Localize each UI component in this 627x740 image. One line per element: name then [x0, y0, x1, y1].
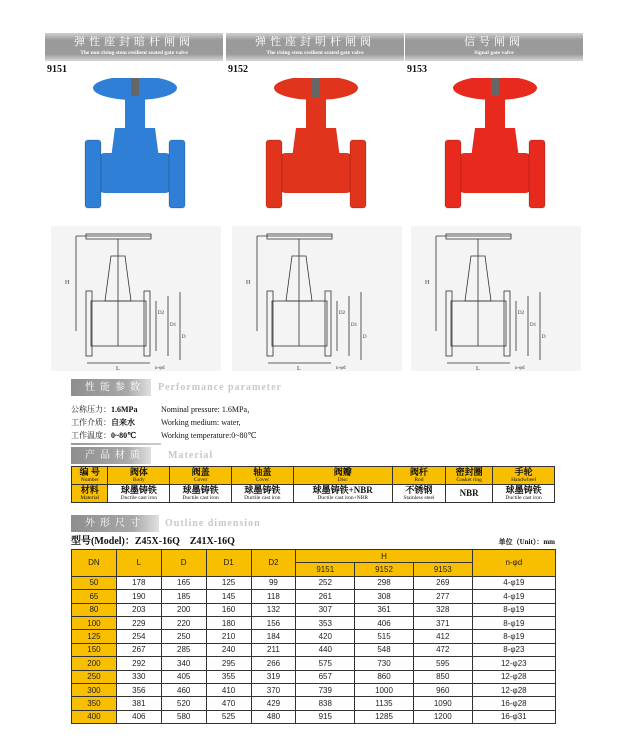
table-cell: 125: [206, 576, 251, 589]
table-cell: 8-φ23: [472, 643, 555, 656]
material-cell: 球墨铸铁+NBR Ductile cast iron+NBR: [293, 485, 392, 503]
table-cell: 254: [116, 630, 161, 643]
dimension-table: [71, 549, 556, 724]
table-cell: 371: [413, 616, 472, 629]
table-row: [72, 603, 556, 616]
table-cell: 406: [355, 616, 414, 629]
table-row: [72, 670, 556, 683]
table-cell: 250: [161, 630, 206, 643]
valve-photo: [45, 78, 223, 226]
perf-en: Working temperature:0~80℃: [161, 431, 257, 440]
table-cell: 412: [413, 630, 472, 643]
table-cell: 548: [355, 643, 414, 656]
table-cell: 261: [296, 590, 355, 603]
table-cell: 298: [355, 576, 414, 589]
table-cell: 1090: [413, 697, 472, 710]
table-cell: 353: [296, 616, 355, 629]
table-cell: 356: [116, 683, 161, 696]
col-nd: n-φd: [472, 550, 555, 577]
perf-label-cn: 工作介质：: [71, 418, 111, 427]
label-l: L: [476, 366, 480, 371]
product-banner: [405, 33, 583, 61]
table-cell: 525: [206, 710, 251, 723]
table-cell: 308: [355, 590, 414, 603]
table-cell: 480: [251, 710, 296, 723]
perf-value-cn: 0~80℃: [111, 431, 137, 440]
product-code: 9153: [407, 64, 430, 75]
table-cell: 292: [116, 657, 161, 670]
material-header-cell: 手轮 Handwheel: [493, 467, 555, 485]
dimension-section-header: 外形尺寸: [71, 515, 159, 532]
table-cell: 285: [161, 643, 206, 656]
product-title-cn: 弹性座封明杆闸阀: [255, 35, 375, 48]
table-cell: 915: [296, 710, 355, 723]
table-cell: 12-φ28: [472, 670, 555, 683]
table-cell: 575: [296, 657, 355, 670]
table-cell: 440: [296, 643, 355, 656]
material-header-cell: 阀体 Body: [108, 467, 170, 485]
table-cell: 319: [251, 670, 296, 683]
material-table: [71, 466, 555, 503]
material-row: [72, 485, 555, 503]
col-d2: D2: [251, 550, 296, 577]
material-cell: 球墨铸铁 Ductile cast iron: [231, 485, 293, 503]
table-cell: 400: [72, 710, 117, 723]
table-cell: 156: [251, 616, 296, 629]
product-code: 9151: [47, 64, 70, 75]
table-cell: 220: [161, 616, 206, 629]
table-cell: 460: [161, 683, 206, 696]
perf-en: Nominal pressure: 1.6MPa，: [161, 405, 255, 414]
table-cell: 80: [72, 603, 117, 616]
label-d: D: [542, 335, 546, 340]
table-cell: 65: [72, 590, 117, 603]
table-cell: 8-φ19: [472, 630, 555, 643]
table-cell: 472: [413, 643, 472, 656]
model-label: 型号(Model)：Z45X-16Q Z41X-16Q: [71, 536, 235, 547]
table-cell: 145: [206, 590, 251, 603]
table-cell: 515: [355, 630, 414, 643]
performance-section-header: 性能参数: [71, 379, 151, 396]
material-cell: 球墨铸铁 Ductile cast iron: [170, 485, 232, 503]
table-cell: 595: [413, 657, 472, 670]
divider: [71, 443, 161, 445]
material-header-cell: 阀盖 Cover: [170, 467, 232, 485]
col-h-9153: 9153: [413, 563, 472, 576]
product-banner: [45, 33, 223, 61]
material-header-cell: 密封圈 Gasket ring: [446, 467, 493, 485]
material-cell: 材料 Material: [72, 485, 108, 503]
product-title-cn: 弹性座封暗杆闸阀: [74, 35, 194, 48]
table-cell: 739: [296, 683, 355, 696]
table-row: [72, 616, 556, 629]
label-d: D: [182, 335, 186, 340]
table-row: [72, 697, 556, 710]
table-cell: 8-φ19: [472, 616, 555, 629]
table-cell: 240: [206, 643, 251, 656]
table-cell: 370: [251, 683, 296, 696]
label-d2: D2: [158, 311, 165, 316]
material-section-header: 产品材质: [71, 447, 151, 464]
table-cell: 267: [116, 643, 161, 656]
table-row: [72, 630, 556, 643]
label-h: H: [246, 280, 251, 286]
table-cell: 361: [355, 603, 414, 616]
label-l: L: [116, 366, 120, 371]
material-header-cell: 轴盖 Cover: [231, 467, 293, 485]
col-h-9152: 9152: [355, 563, 414, 576]
table-cell: 470: [206, 697, 251, 710]
table-cell: 277: [413, 590, 472, 603]
table-cell: 132: [251, 603, 296, 616]
label-d1: D1: [351, 323, 358, 328]
table-cell: 118: [251, 590, 296, 603]
table-cell: 330: [116, 670, 161, 683]
table-cell: 165: [161, 576, 206, 589]
material-cell: NBR: [446, 485, 493, 503]
table-cell: 200: [72, 657, 117, 670]
table-cell: 16-φ31: [472, 710, 555, 723]
col-h-9151: 9151: [296, 563, 355, 576]
table-cell: 229: [116, 616, 161, 629]
material-header-cell: 阀瓣 Disc: [293, 467, 392, 485]
col-l: L: [116, 550, 161, 577]
valve-drawing: [411, 226, 581, 371]
table-cell: 328: [413, 603, 472, 616]
label-l: L: [297, 366, 301, 371]
performance-row: [71, 403, 257, 416]
label-d2: D2: [518, 311, 525, 316]
table-cell: 580: [161, 710, 206, 723]
table-cell: 266: [251, 657, 296, 670]
product-title-en: The non rising stem resilient seated gate valve: [80, 50, 188, 56]
product-title-en: The rising stem resilient seated gate valve: [266, 50, 364, 56]
label-nd: n-φd: [515, 366, 525, 371]
table-cell: 12-φ28: [472, 683, 555, 696]
table-cell: 185: [161, 590, 206, 603]
col-dn: DN: [72, 550, 117, 577]
label-d1: D1: [170, 323, 177, 328]
table-cell: 340: [161, 657, 206, 670]
label-h: H: [65, 280, 70, 286]
perf-value-cn: 1.6MPa: [111, 405, 138, 414]
table-cell: 860: [355, 670, 414, 683]
table-cell: 295: [206, 657, 251, 670]
table-cell: 252: [296, 576, 355, 589]
table-row: [72, 683, 556, 696]
material-cell: 球墨铸铁 Ductile cast iron: [493, 485, 555, 503]
product-code: 9152: [228, 64, 251, 75]
perf-label-cn: 公称压力：: [71, 405, 111, 414]
label-d2: D2: [339, 311, 346, 316]
perf-label-cn: 工作温度：: [71, 431, 111, 440]
table-cell: 125: [72, 630, 117, 643]
table-cell: 838: [296, 697, 355, 710]
table-cell: 178: [116, 576, 161, 589]
material-cell: 球墨铸铁 Ductile cast iron: [108, 485, 170, 503]
label-nd: n-φd: [336, 366, 346, 371]
table-cell: 180: [206, 616, 251, 629]
label-h: H: [425, 280, 430, 286]
table-cell: 16-φ28: [472, 697, 555, 710]
table-cell: 1285: [355, 710, 414, 723]
product-title-cn: 信号闸阀: [464, 35, 524, 48]
table-cell: 210: [206, 630, 251, 643]
performance-row: [71, 429, 257, 442]
col-d: D: [161, 550, 206, 577]
table-cell: 8-φ19: [472, 603, 555, 616]
table-cell: 200: [161, 603, 206, 616]
label-nd: n-φd: [155, 366, 165, 371]
table-cell: 355: [206, 670, 251, 683]
label-d: D: [363, 335, 367, 340]
table-cell: 184: [251, 630, 296, 643]
table-cell: 850: [413, 670, 472, 683]
table-row: [72, 576, 556, 589]
table-cell: 730: [355, 657, 414, 670]
table-cell: 150: [72, 643, 117, 656]
table-cell: 50: [72, 576, 117, 589]
performance-section-title-en: Performance parameter: [158, 382, 282, 393]
table-cell: 1200: [413, 710, 472, 723]
table-cell: 406: [116, 710, 161, 723]
valve-photo: [405, 78, 583, 226]
table-cell: 657: [296, 670, 355, 683]
table-cell: 300: [72, 683, 117, 696]
product-banner: [226, 33, 404, 61]
table-cell: 520: [161, 697, 206, 710]
table-row: [72, 643, 556, 656]
valve-photo: [226, 78, 404, 226]
table-row: [72, 710, 556, 723]
table-cell: 269: [413, 576, 472, 589]
table-cell: 250: [72, 670, 117, 683]
table-cell: 4-φ19: [472, 576, 555, 589]
dimension-section-title-en: Outline dimension: [165, 518, 261, 529]
table-cell: 405: [161, 670, 206, 683]
table-cell: 190: [116, 590, 161, 603]
table-cell: 160: [206, 603, 251, 616]
perf-value-cn: 自来水: [111, 418, 135, 427]
table-cell: 99: [251, 576, 296, 589]
table-cell: 12-φ23: [472, 657, 555, 670]
table-cell: 4-φ19: [472, 590, 555, 603]
valve-drawing: [232, 226, 402, 371]
perf-en: Working medium: water,: [161, 418, 241, 427]
material-header-cell: 编 号 Number: [72, 467, 108, 485]
table-cell: 1135: [355, 697, 414, 710]
label-d1: D1: [530, 323, 537, 328]
material-header-cell: 阀杆 Rod: [392, 467, 445, 485]
table-cell: 211: [251, 643, 296, 656]
table-cell: 960: [413, 683, 472, 696]
table-cell: 420: [296, 630, 355, 643]
col-d1: D1: [206, 550, 251, 577]
table-cell: 429: [251, 697, 296, 710]
unit-label: 单位（Unit）：mm: [498, 538, 555, 546]
valve-drawing: [51, 226, 221, 371]
performance-row: [71, 416, 257, 429]
table-row: [72, 590, 556, 603]
col-h: H: [296, 550, 472, 563]
material-cell: 不锈钢 Stainless steel: [392, 485, 445, 503]
table-cell: 203: [116, 603, 161, 616]
table-cell: 100: [72, 616, 117, 629]
table-cell: 381: [116, 697, 161, 710]
product-title-en: Signal gate valve: [474, 50, 514, 56]
table-cell: 410: [206, 683, 251, 696]
performance-list: [71, 403, 257, 442]
table-cell: 1000: [355, 683, 414, 696]
material-header-row: [72, 467, 555, 485]
table-cell: 307: [296, 603, 355, 616]
table-cell: 350: [72, 697, 117, 710]
material-section-title-en: Material: [168, 450, 214, 461]
table-row: [72, 657, 556, 670]
